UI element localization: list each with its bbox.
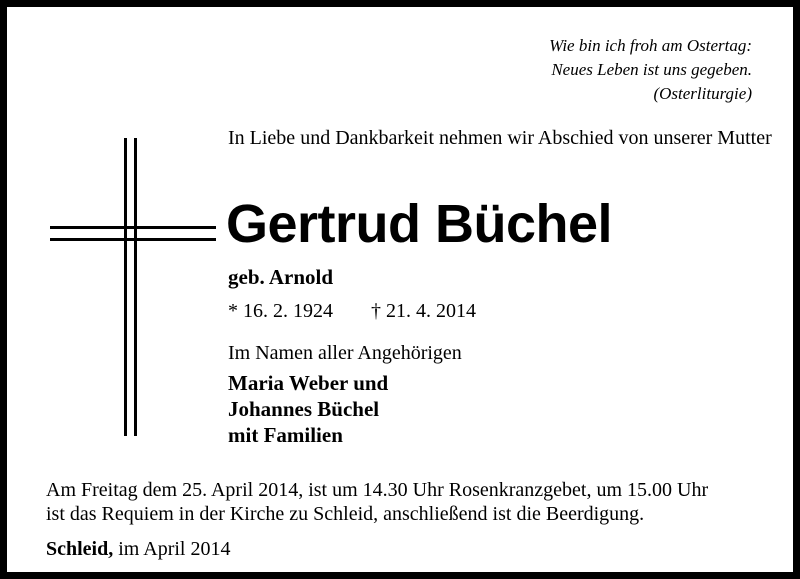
place: Schleid,: [46, 538, 114, 560]
birth-date: * 16. 2. 1924: [228, 300, 333, 322]
signatory-line: mit Familien: [228, 423, 343, 447]
cross-icon: [50, 138, 216, 436]
maiden-name: geb. Arnold: [228, 265, 334, 289]
signatories-intro: Im Namen aller Angehörigen: [228, 342, 462, 364]
life-dates: [228, 298, 476, 324]
date: im April 2014: [118, 538, 231, 560]
service-line: Am Freitag dem 25. April 2014, ist um 14.30 Uhr Rosenkranzgebet, um 15.00 Uhr: [46, 479, 709, 501]
easter-motto: [432, 34, 752, 106]
deceased-name: Gertrud Büchel: [226, 194, 613, 254]
motto-source: (Osterliturgie): [653, 84, 752, 103]
intro-text: In Liebe und Dankbarkeit nehmen wir Abschied von unserer Mutter: [228, 127, 772, 149]
death-date: † 21. 4. 2014: [371, 300, 476, 322]
place-date: [46, 537, 230, 561]
motto-line: Neues Leben ist uns gegeben.: [551, 60, 752, 79]
service-line: ist das Requiem in der Kirche zu Schleid, anschließend ist die Beerdigung.: [46, 503, 645, 525]
service-info: [46, 478, 786, 526]
signatories: [228, 370, 388, 448]
signatory-line: Maria Weber und: [228, 371, 389, 395]
signatory-line: Johannes Büchel: [228, 397, 380, 421]
motto-line: Wie bin ich froh am Ostertag:: [549, 36, 752, 55]
